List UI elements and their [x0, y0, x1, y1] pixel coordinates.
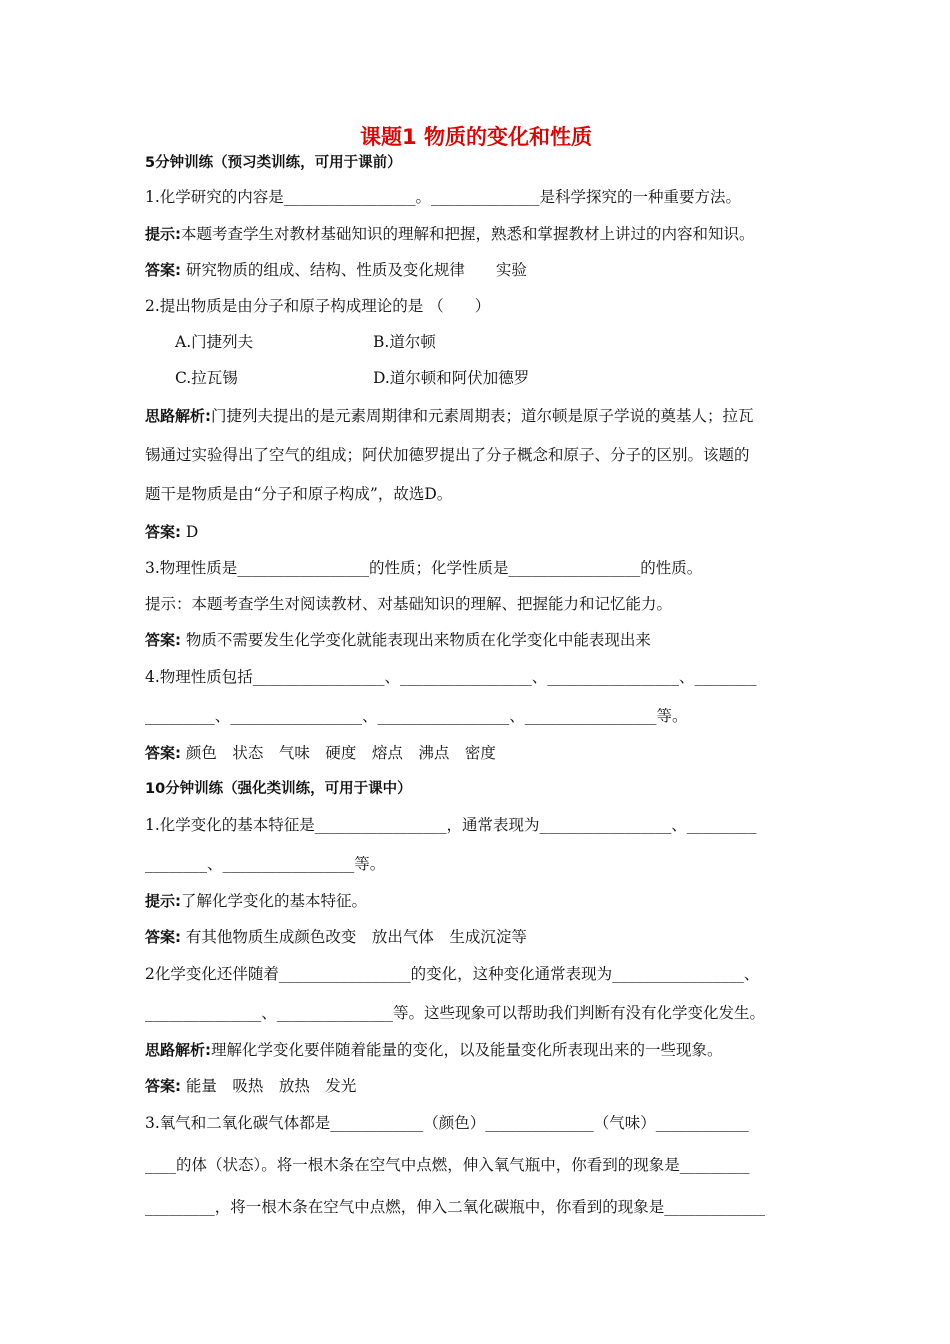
- hint-label: 提示:: [145, 892, 181, 910]
- option-c: C.拉瓦锡: [175, 369, 238, 387]
- section-heading-5min: 5分钟训练（预习类训练，可用于课前）: [145, 155, 402, 171]
- answer-2: [145, 521, 198, 543]
- analysis-2-line-1: [145, 405, 754, 427]
- s2-question-2-line-2: _______________、_______________等。这些现象可以帮助我们判断有没有化学变化发生。: [145, 1004, 766, 1022]
- analysis-label: 思路解析:: [145, 1041, 211, 1059]
- answer-text: 能量 吸热 放热 发光: [181, 1077, 357, 1095]
- analysis-text: 理解化学变化要伴随着能量的变化，以及能量变化所表现出来的一些现象。: [211, 1041, 723, 1059]
- hint-text: 了解化学变化的基本特征。: [181, 892, 368, 910]
- answer-text: D: [181, 523, 199, 541]
- answer-text: 物质不需要发生化学变化就能表现出来物质在化学变化中能表现出来: [181, 631, 651, 649]
- page-title: 课题1 物质的变化和性质: [360, 125, 592, 149]
- option-d: D.道尔顿和阿伏加德罗: [373, 369, 530, 387]
- analysis-2-line-2: 锡通过实验得出了空气的组成；阿伏加德罗提出了分子概念和原子、分子的区别。该题的: [145, 446, 750, 464]
- options-row-2: [175, 367, 775, 389]
- s2-answer-2: [145, 1075, 356, 1097]
- answer-text: 有其他物质生成颜色改变 放出气体 生成沉淀等: [181, 928, 527, 946]
- answer-1: [145, 259, 527, 281]
- hint-1: [145, 223, 755, 245]
- answer-4: [145, 742, 496, 764]
- answer-label: 答案:: [145, 523, 181, 541]
- s2-question-2-line-1: 2化学变化还伴随着_________________的变化，这种变化通常表现为_________________、: [145, 965, 760, 983]
- analysis-label: 思路解析:: [145, 407, 211, 425]
- hint-3: 提示：本题考查学生对阅读教材、对基础知识的理解、把握能力和记忆能力。: [145, 595, 673, 613]
- answer-label: 答案:: [145, 744, 181, 762]
- question-3: 3.物理性质是_________________的性质；化学性质是_________________的性质。: [145, 559, 703, 577]
- answer-text: 研究物质的组成、结构、性质及变化规律 实验: [181, 261, 527, 279]
- analysis-2-line-3: 题干是物质是由“分子和原子构成”，故选D。: [145, 485, 453, 503]
- options-row-1: [175, 331, 775, 353]
- s2-question-3-line-1: 3.氧气和二氧化碳气体都是____________（颜色）______________（气味）____________: [145, 1114, 749, 1132]
- answer-label: 答案:: [145, 261, 181, 279]
- s2-question-3-line-2: ____的体（状态）。将一根木条在空气中点燃，伸入氧气瓶中，你看到的现象是_________: [145, 1156, 750, 1174]
- hint-text: 本题考查学生对教材基础知识的理解和把握，熟悉和掌握教材上讲过的内容和知识。: [181, 225, 755, 243]
- question-4-line-1: 4.物理性质包括_________________、_________________、_________________、________: [145, 668, 757, 686]
- analysis-text: 门捷列夫提出的是元素周期律和元素周期表；道尔顿是原子学说的奠基人；拉瓦: [211, 407, 754, 425]
- option-a: A.门捷列夫: [175, 333, 254, 351]
- question-2: 2.提出物质是由分子和原子构成理论的是 （ ）: [145, 297, 491, 315]
- s2-question-1-line-1: 1.化学变化的基本特征是_________________，通常表现为_________________、_________: [145, 816, 757, 834]
- answer-3: [145, 629, 651, 651]
- s2-hint-1: [145, 890, 367, 912]
- s2-question-3-line-3: _________，将一根木条在空气中点燃，伸入二氧化碳瓶中，你看到的现象是_____________: [145, 1198, 766, 1216]
- s2-answer-1: [145, 926, 527, 948]
- answer-label: 答案:: [145, 631, 181, 649]
- option-b: B.道尔顿: [373, 333, 436, 351]
- s2-analysis-2: [145, 1039, 723, 1061]
- answer-label: 答案:: [145, 1077, 181, 1095]
- hint-label: 提示:: [145, 225, 181, 243]
- question-4-line-2: _________、_________________、_________________、_________________等。: [145, 707, 688, 725]
- answer-label: 答案:: [145, 928, 181, 946]
- answer-text: 颜色 状态 气味 硬度 熔点 沸点 密度: [181, 744, 496, 762]
- section-heading-10min: 10分钟训练（强化类训练，可用于课中）: [145, 781, 412, 797]
- question-1: 1.化学研究的内容是_________________。______________是科学探究的一种重要方法。: [145, 188, 742, 206]
- s2-question-1-line-2: ________、_________________等。: [145, 855, 386, 873]
